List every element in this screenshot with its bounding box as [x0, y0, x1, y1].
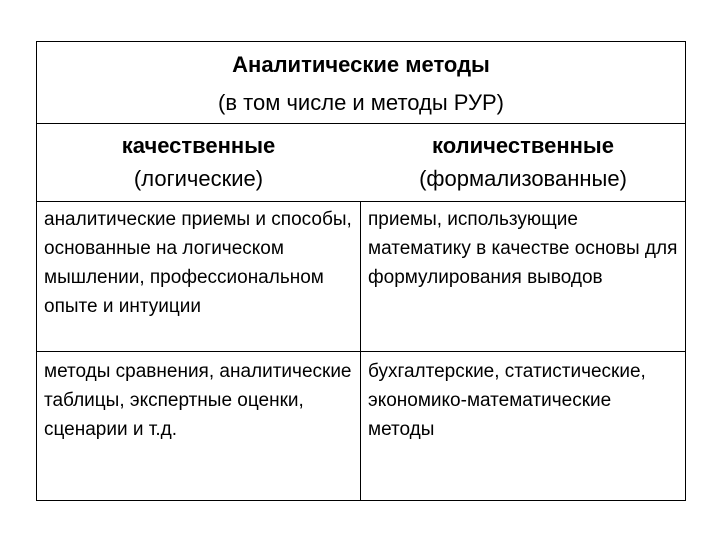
column-header-quantitative-name: количественные [432, 133, 614, 158]
table-title-block [37, 42, 685, 123]
table-cell-row1-left: аналитические приемы и способы, основанные на логическом мышлении, профессиональном опыте и интуиции [44, 209, 352, 317]
column-header-qualitative-subname: (логические) [133, 166, 264, 191]
row-divider [37, 351, 685, 352]
column-header-qualitative [37, 124, 360, 207]
methods-table [36, 41, 686, 501]
table-cell-row1-right: приемы, использующие математику в качестве основы для формулирования выводов [368, 209, 678, 288]
table-cell-row2-left: методы сравнения, аналитические таблицы, экспертные оценки, сценарии и т.д. [44, 361, 352, 440]
header-divider [37, 201, 685, 202]
column-header-quantitative-subname: (формализованные) [419, 166, 627, 191]
table-subtitle: (в том числе и методы РУР) [218, 90, 504, 115]
column-header-quantitative [361, 124, 685, 207]
column-header-qualitative-name: качественные [121, 133, 276, 158]
table-cell-row2-right: бухгалтерские, статистические, экономико-математические методы [368, 361, 646, 440]
table-title: Аналитические методы [232, 52, 490, 77]
